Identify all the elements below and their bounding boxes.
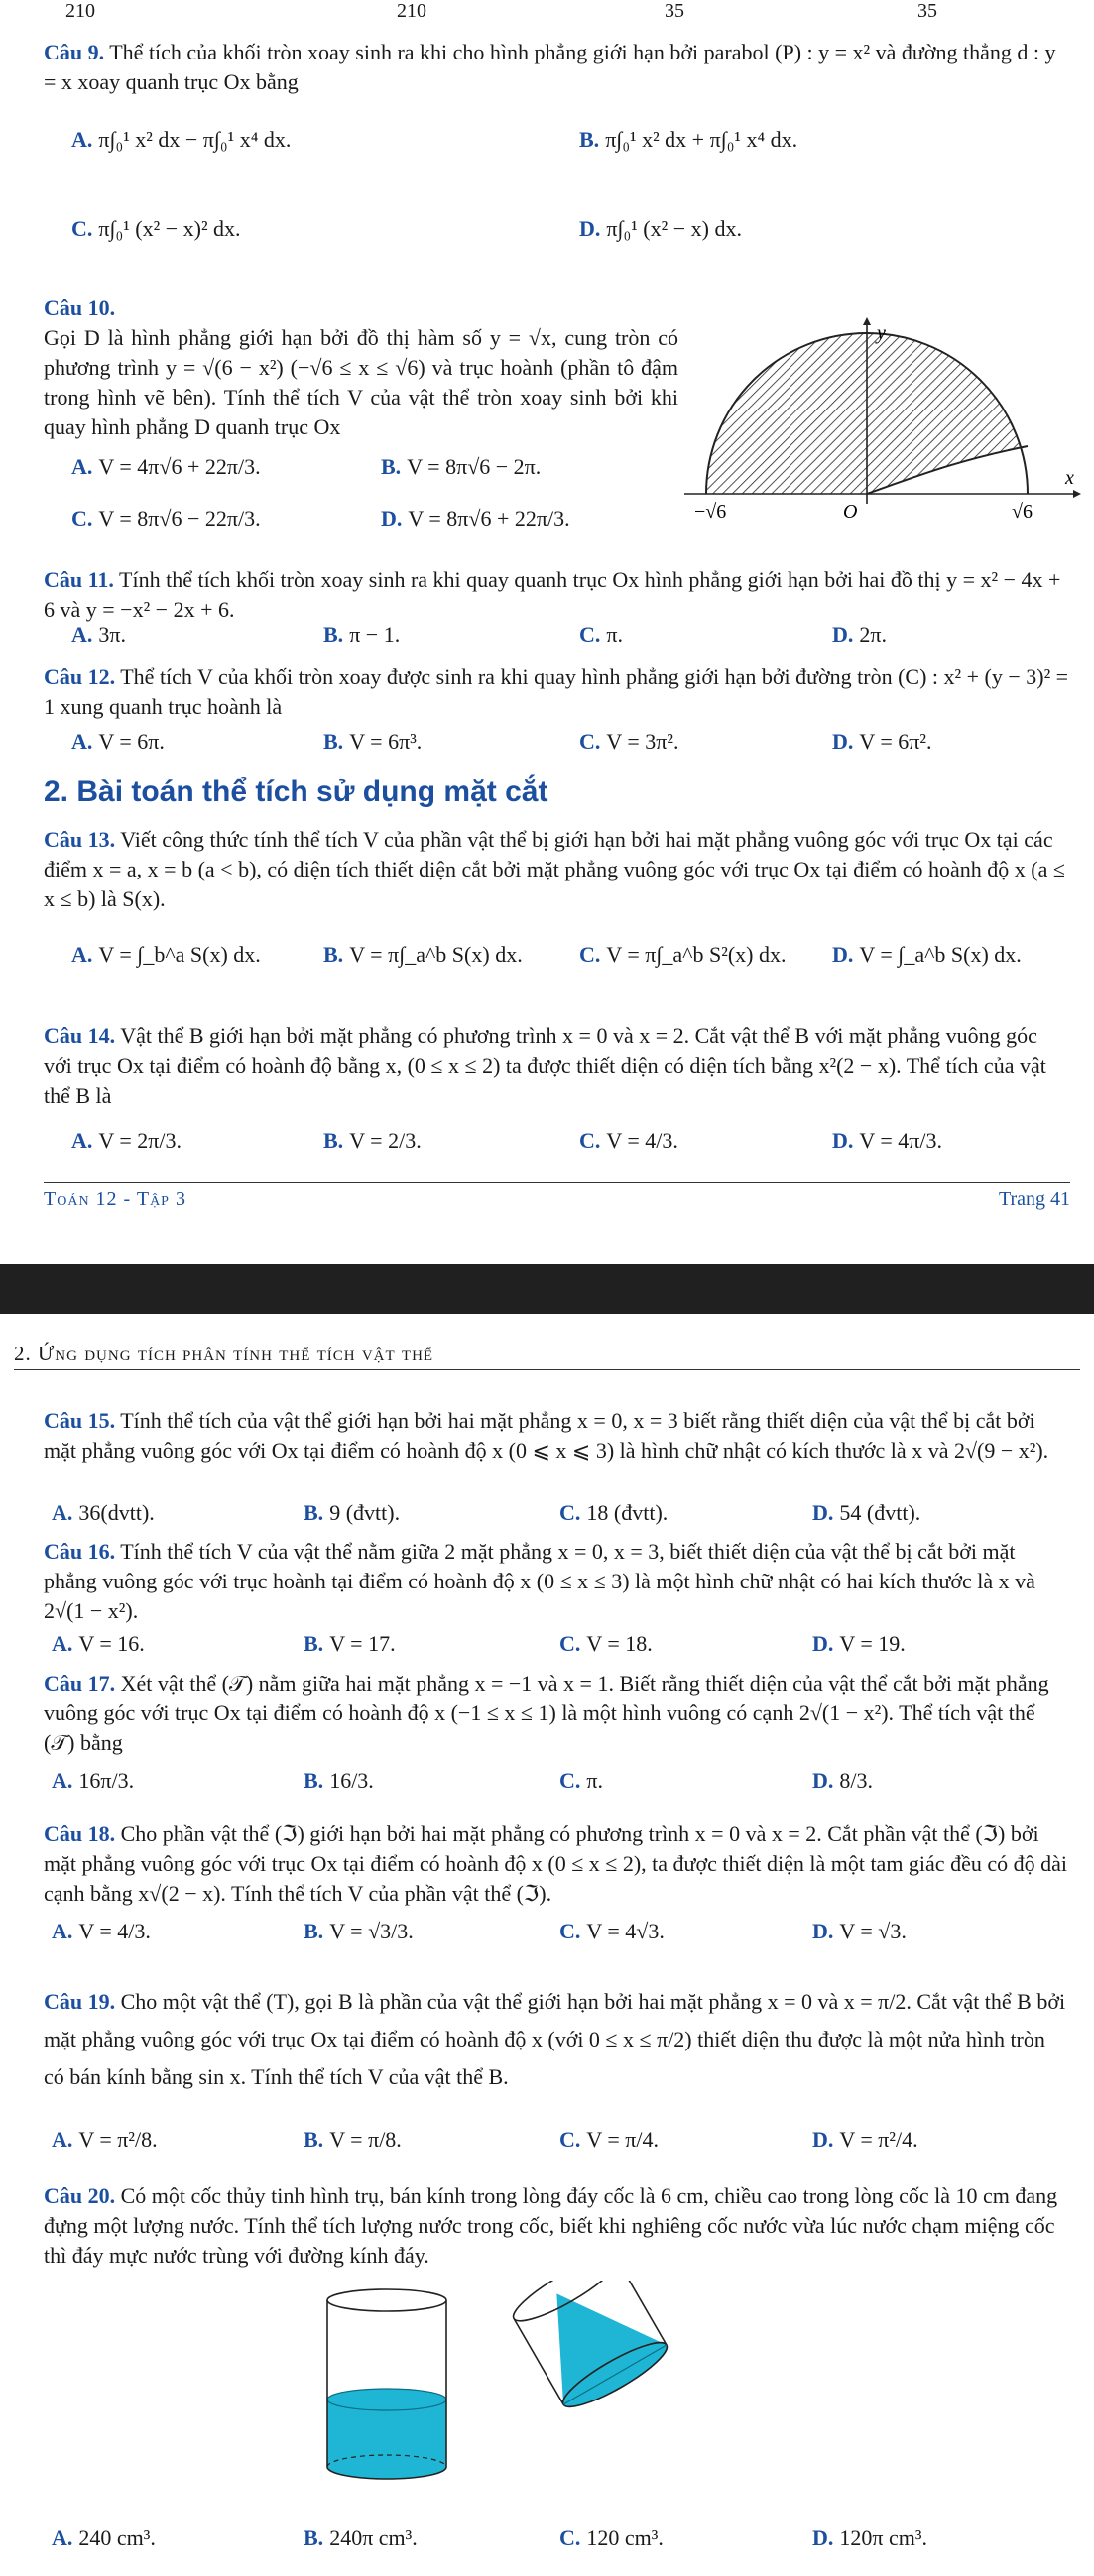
footer-page-number: Trang 41: [998, 1188, 1070, 1210]
question-16: [44, 1537, 1070, 1626]
question-text: Vật thể B giới hạn bởi mặt phẳng có phương trình x = 0 và x = 2. Cắt vật thể B với mặt phẳng vuông góc với trục Ox tại điểm có hoành độ bằng x, (0 ≤ x ≤ 2) ta được thiết diện có diện tích bằng x²(2 − x). Thể tích của vật thể B là: [44, 1023, 1046, 1108]
question-label: Câu 17.: [44, 1671, 116, 1696]
question-19-options: [44, 2127, 1070, 2166]
question-13-options: [44, 942, 1070, 982]
water-surface: [327, 2389, 446, 2410]
question-15: [44, 1406, 1070, 1465]
footer-rule: [44, 1182, 1070, 1183]
glass-figure: [317, 2281, 744, 2499]
option-b[interactable]: B. V = 17.: [304, 1631, 396, 1656]
question-label: Câu 14.: [44, 1023, 116, 1048]
upright-glass: [327, 2289, 446, 2479]
question-14-options: [44, 1128, 1070, 1168]
left-tick-label: −√6: [694, 501, 727, 523]
option-d[interactable]: D. π∫₀¹ (x² − x) dx.: [579, 216, 742, 241]
question-18-options: [44, 1919, 1070, 1958]
top-fragment-3: 35: [665, 0, 684, 22]
option-c[interactable]: C. π.: [579, 622, 623, 646]
question-11: [44, 565, 1070, 625]
textbook-page-41: [0, 0, 1094, 1264]
option-c[interactable]: C. V = 8π√6 − 22π/3.: [71, 506, 261, 530]
top-fragment-4: 35: [917, 0, 937, 22]
header-rule: [14, 1369, 1080, 1370]
question-text: Tính thể tích khối tròn xoay sinh ra khi quay quanh trục Ox hình phẳng giới hạn bởi hai đồ thị y = x² − 4x + 6 và y = −x² − 2x + 6.: [44, 567, 1061, 622]
question-20-options: [44, 2525, 1070, 2565]
option-a[interactable]: A. V = π²/8.: [52, 2127, 158, 2152]
question-text: Thể tích V của khối tròn xoay được sinh ra khi quay hình phẳng giới hạn bởi đường tròn (C) : x² + (y − 3)² = 1 xung quanh trục hoành là: [44, 664, 1069, 719]
question-12-options: [44, 729, 1070, 768]
question-20: [44, 2181, 1070, 2271]
option-d[interactable]: D. V = 19.: [812, 1631, 906, 1656]
option-b[interactable]: B. 240π cm³.: [304, 2525, 418, 2550]
option-c[interactable]: C. 18 (đvtt).: [559, 1500, 669, 1525]
chapter-header: 2. Ứng dụng tích phân tính thể tích vật thể: [14, 1342, 434, 1365]
question-13: [44, 825, 1070, 914]
question-text: Xét vật thể (𝒯) nằm giữa hai mặt phẳng x = −1 và x = 1. Biết rằng thiết diện của vật thể cắt bởi mặt phẳng vuông góc với trục Ox tại điểm có hoành độ x (−1 ≤ x ≤ 1) là một hình vuông có cạnh 2√(1 − x²). Thể tích vật thể (𝒯) bằng: [44, 1671, 1049, 1755]
option-c[interactable]: C. V = 18.: [559, 1631, 653, 1656]
question-18: [44, 1819, 1070, 1909]
option-b[interactable]: B. V = 6π³.: [323, 729, 423, 754]
option-c[interactable]: C. π∫₀¹ (x² − x)² dx.: [71, 216, 241, 241]
question-11-options: [44, 622, 1070, 661]
y-axis-arrow-icon: [863, 317, 871, 325]
y-label: y: [877, 322, 886, 344]
option-a[interactable]: A. V = ∫_b^a S(x) dx.: [71, 942, 261, 967]
question-label: Câu 16.: [44, 1539, 116, 1564]
question-9-options-row-2: [44, 216, 1070, 256]
question-label: Câu 18.: [44, 1821, 116, 1846]
option-d[interactable]: D. 120π cm³.: [812, 2525, 927, 2550]
option-a[interactable]: A. V = 16.: [52, 1631, 145, 1656]
option-a[interactable]: A. 36(dvtt).: [52, 1500, 155, 1525]
question-text: Có một cốc thủy tinh hình trụ, bán kính trong lòng đáy cốc là 6 cm, chiều cao trong lòng cốc là 10 cm đang đựng một lượng nước. Tính thể tích lượng nước trong cốc, biết khi nghiêng cốc nước vừa lúc nước chạm miệng cốc thì đáy mực nước trùng với đường kính đáy.: [44, 2183, 1058, 2268]
option-d[interactable]: D. V = 6π².: [832, 729, 932, 754]
top-fragment-2: 210: [397, 0, 426, 22]
option-c[interactable]: C. V = π/4.: [559, 2127, 660, 2152]
x-axis-arrow-icon: [1073, 490, 1081, 498]
option-a[interactable]: A. V = 2π/3.: [71, 1128, 182, 1153]
question-label: Câu 20.: [44, 2183, 116, 2208]
footer-book-title: Toán 12 - Tập 3: [44, 1188, 186, 1210]
option-d[interactable]: D. V = √3.: [812, 1919, 907, 1943]
question-12: [44, 662, 1070, 722]
option-c[interactable]: C. π.: [559, 1768, 603, 1793]
question-9: [44, 38, 1070, 97]
section-title: 2. Bài toán thể tích sử dụng mặt cắt: [44, 775, 548, 808]
option-c[interactable]: C. 120 cm³.: [559, 2525, 664, 2550]
question-text: Thể tích của khối tròn xoay sinh ra khi cho hình phẳng giới hạn bởi parabol (P) : y = x² và đường thẳng d : y = x xoay quanh trục Ox bằng: [44, 40, 1056, 94]
question-text: Cho một vật thể (T), gọi B là phần của vật thể giới hạn bởi hai mặt phẳng x = 0 và x = π/2. Cắt vật thể B bởi mặt phẳng vuông góc với trục Ox tại điểm có hoành độ x (với 0 ≤ x ≤ π/2) thiết diện thu được là một nửa hình tròn có bán kính bằng sin x. Tính thể tích V của vật thể B.: [44, 1989, 1066, 2089]
page-separator: [0, 1264, 1094, 1314]
question-label: Câu 9.: [44, 40, 105, 64]
option-b[interactable]: B. V = 8π√6 − 2π.: [381, 454, 542, 479]
option-b[interactable]: B. V = π/8.: [304, 2127, 402, 2152]
option-b[interactable]: B. 9 (đvtt).: [304, 1500, 401, 1525]
option-c[interactable]: C. V = π∫_a^b S²(x) dx.: [579, 942, 787, 967]
option-a[interactable]: A. V = 4/3.: [52, 1919, 151, 1943]
question-16-options: [44, 1631, 1070, 1671]
option-b[interactable]: B. 16/3.: [304, 1768, 374, 1793]
option-b[interactable]: B. π − 1.: [323, 622, 401, 646]
option-d[interactable]: D. 8/3.: [812, 1768, 874, 1793]
question-label: Câu 13.: [44, 827, 116, 852]
question-label: Câu 12.: [44, 664, 116, 689]
option-d[interactable]: D. 2π.: [832, 622, 887, 646]
option-b[interactable]: B. V = π∫_a^b S(x) dx.: [323, 942, 523, 967]
question-label: Câu 10.: [44, 295, 116, 320]
question-label: Câu 19.: [44, 1989, 116, 2014]
right-tick-label: √6: [1012, 501, 1033, 523]
question-19: [44, 1983, 1070, 2096]
tilted-water-fill: [514, 2281, 673, 2416]
option-a[interactable]: A. 16π/3.: [52, 1768, 135, 1793]
option-a[interactable]: A. V = 4π√6 + 22π/3.: [71, 454, 261, 479]
option-d[interactable]: D. V = π²/4.: [812, 2127, 918, 2152]
option-b[interactable]: B. π∫₀¹ x² dx + π∫₀¹ x⁴ dx.: [579, 127, 798, 152]
question-10-options-row-1: [44, 454, 678, 494]
question-17-options: [44, 1768, 1070, 1808]
question-17: [44, 1669, 1070, 1758]
origin-label: O: [843, 501, 858, 523]
option-a[interactable]: A. V = 6π.: [71, 729, 165, 754]
option-d[interactable]: D. 54 (đvtt).: [812, 1500, 921, 1525]
option-b[interactable]: B. V = 2/3.: [323, 1128, 422, 1153]
question-text: Gọi D là hình phẳng giới hạn bởi đồ thị hàm số y = √x, cung tròn có phương trình y = √(6 − x²) (−√6 ≤ x ≤ √6) và trục hoành (phần tô đậm trong hình vẽ bên). Tính thể tích V của vật thể tròn xoay sinh bởi khi quay hình phẳng D quanh trục Ox: [44, 325, 678, 439]
question-14: [44, 1021, 1070, 1111]
region-d-figure: [684, 315, 1081, 533]
option-d[interactable]: D. V = 8π√6 + 22π/3.: [381, 506, 570, 530]
option-c[interactable]: C. V = 4√3.: [559, 1919, 665, 1943]
question-text: Cho phần vật thể (ℑ) giới hạn bởi hai mặt phẳng có phương trình x = 0 và x = 2. Cắt phần vật thể (ℑ) bởi mặt phẳng vuông góc với trục Ox tại điểm có hoành độ x (0 ≤ x ≤ 2), ta được thiết diện là một tam giác đều có độ dài cạnh bằng x√(2 − x). Tính thể tích V của phần vật thể (ℑ).: [44, 1821, 1067, 1906]
textbook-page-next: [0, 1314, 1094, 2576]
question-text: Tính thể tích V của vật thể nằm giữa 2 mặt phẳng x = 0, x = 3, biết thiết diện của vật thể bị cắt bởi mặt phẳng vuông góc với trục hoành tại điểm có hoành độ x (0 ≤ x ≤ 3) là một hình chữ nhật có hai kích thước là x và 2√(1 − x²).: [44, 1539, 1035, 1623]
tilted-glass: [507, 2281, 673, 2416]
option-b[interactable]: B. V = √3/3.: [304, 1919, 414, 1943]
question-label: Câu 15.: [44, 1408, 116, 1433]
option-d[interactable]: D. V = ∫_a^b S(x) dx.: [832, 942, 1022, 967]
question-text: Viết công thức tính thể tích V của phần vật thể bị giới hạn bởi hai mặt phẳng vuông góc với trục Ox tại các điểm x = a, x = b (a < b), có diện tích thiết diện cắt bởi mặt phẳng vuông góc với trục Ox tại điểm có hoành độ x (a ≤ x ≤ b) là S(x).: [44, 827, 1065, 911]
question-15-options: [44, 1500, 1070, 1540]
option-a[interactable]: A. π∫₀¹ x² dx − π∫₀¹ x⁴ dx.: [71, 127, 292, 152]
question-10-options-row-2: [44, 506, 678, 545]
x-label: x: [1065, 467, 1074, 489]
water-fill: [327, 2400, 446, 2479]
option-a[interactable]: A. 3π.: [71, 622, 126, 646]
question-label: Câu 11.: [44, 567, 114, 592]
question-10: [44, 293, 678, 442]
option-a[interactable]: A. 240 cm³.: [52, 2525, 156, 2550]
option-c[interactable]: C. V = 4/3.: [579, 1128, 678, 1153]
question-text: Tính thể tích của vật thể giới hạn bởi hai mặt phẳng x = 0, x = 3 biết rằng thiết diện của vật thể bị cắt bởi mặt phẳng vuông góc với Ox tại điểm có hoành độ x (0 ⩽ x ⩽ 3) là hình chữ nhật có kích thước là x và 2√(9 − x²).: [44, 1408, 1049, 1463]
option-c[interactable]: C. V = 3π².: [579, 729, 679, 754]
question-9-options-row-1: [44, 127, 1070, 167]
top-fragment-1: 210: [65, 0, 95, 22]
option-d[interactable]: D. V = 4π/3.: [832, 1128, 943, 1153]
